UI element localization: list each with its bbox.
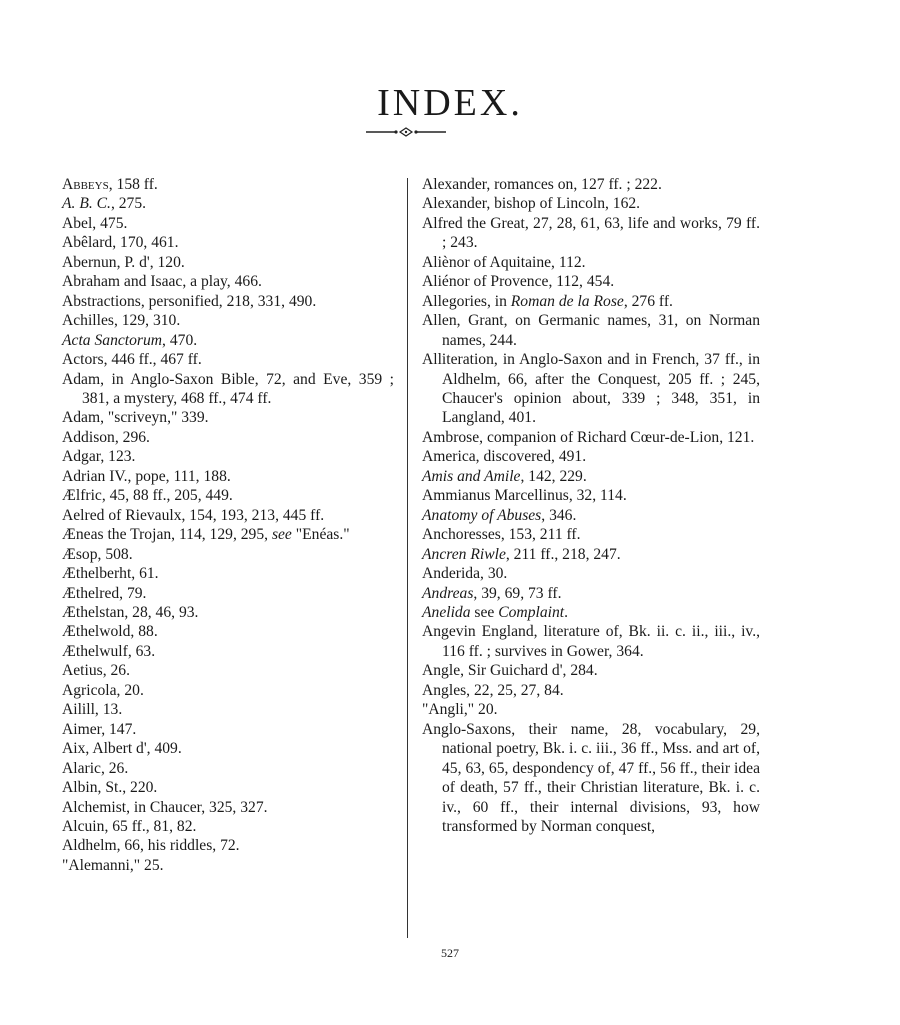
entry-heading: Abbeys — [62, 176, 109, 193]
entry-title-italic: Ancren Riwle — [422, 545, 506, 563]
index-entry — [422, 525, 760, 544]
entry-text: Agricola, 20. — [62, 681, 144, 699]
index-entry — [422, 661, 760, 680]
entry-text: Aliènor of Aquitaine, 112. — [422, 253, 586, 271]
entry-text: , 276 ff. — [623, 292, 673, 310]
entry-text: "Angli," 20. — [422, 701, 498, 719]
entry-title-italic: Acta Sanctorum — [62, 331, 163, 349]
ornament-divider-icon — [366, 126, 446, 138]
index-entry — [62, 603, 394, 622]
entry-text: Anglo-Saxons, their name, 28, vocabulary, 29, national poetry, Bk. i. c. iii., 36 ff., Mss. and art of, 45, 63, 65, despondency of, 47 ff., 56 ff., their idea of death, 57 ff., their Christian literature, Bk. i. c. iv., 60 ff., their internal divisions, 93, how transformed by Norman conquest, — [422, 720, 760, 835]
entry-text: Abêlard, 170, 461. — [62, 234, 179, 252]
entry-text: "Enéas." — [291, 526, 350, 544]
entry-text: Achilles, 129, 310. — [62, 312, 181, 330]
entry-text: Æthelred, 79. — [62, 584, 147, 602]
index-entry — [422, 467, 760, 486]
index-entry — [422, 720, 760, 837]
index-column-left — [62, 175, 394, 875]
entry-text: Aldhelm, 66, his riddles, 72. — [62, 837, 240, 855]
entry-text: , 39, 69, 73 ff. — [473, 584, 562, 602]
entry-text: Aimer, 147. — [62, 720, 137, 738]
index-entry — [62, 564, 394, 583]
index-entry — [62, 759, 394, 778]
entry-text: Abraham and Isaac, a play, 466. — [62, 273, 262, 291]
entry-text: , 211 ff., 218, 247. — [505, 545, 621, 563]
entry-text: Ailill, 13. — [62, 701, 123, 719]
index-entry — [62, 292, 394, 311]
entry-title-italic: Andreas — [422, 584, 474, 602]
index-entry — [62, 467, 394, 486]
entry-text: Abernun, P. d', 120. — [62, 253, 185, 271]
entry-text: Æthelwulf, 63. — [62, 642, 156, 660]
column-divider — [407, 178, 408, 938]
index-entry — [422, 545, 760, 564]
entry-text: see — [470, 603, 499, 621]
entry-title-italic: Anelida — [422, 603, 471, 621]
entry-text: Anchoresses, 153, 211 ff. — [422, 526, 581, 544]
index-entry — [422, 564, 760, 583]
index-entry — [422, 350, 760, 428]
entry-text: Alaric, 26. — [62, 759, 129, 777]
index-entry — [422, 584, 760, 603]
entry-text: Æthelberht, 61. — [62, 565, 159, 583]
index-entry — [62, 233, 394, 252]
index-entry — [62, 661, 394, 680]
index-entry — [62, 700, 394, 719]
page-title: INDEX. — [377, 82, 523, 125]
entry-text: . — [564, 603, 568, 621]
index-entry — [422, 622, 760, 661]
entry-text: Albin, St., 220. — [62, 779, 158, 797]
entry-text: Abstractions, personified, 218, 331, 490. — [62, 292, 317, 310]
entry-text: Angle, Sir Guichard d', 284. — [422, 662, 598, 680]
index-entry — [422, 681, 760, 700]
index-entry — [62, 739, 394, 758]
index-entry — [62, 272, 394, 291]
index-entry — [62, 778, 394, 797]
entry-text: Angevin England, literature of, Bk. ii. c. ii., iii., iv., 116 ff. ; survives in Gower, 364. — [422, 623, 760, 660]
index-entry — [62, 428, 394, 447]
entry-text: Adrian IV., pope, 111, 188. — [62, 467, 231, 485]
index-entry — [422, 603, 760, 622]
entry-text: Allegories, in — [422, 292, 511, 310]
index-entry — [422, 447, 760, 466]
entry-text: , 470. — [162, 331, 198, 349]
index-entry — [422, 700, 760, 719]
index-entry — [422, 175, 760, 194]
index-entry — [62, 720, 394, 739]
entry-text: Ælfric, 45, 88 ff., 205, 449. — [62, 487, 233, 505]
index-entry — [62, 856, 394, 875]
entry-text: Alchemist, in Chaucer, 325, 327. — [62, 798, 268, 816]
index-entry — [422, 428, 760, 447]
entry-text: America, discovered, 491. — [422, 448, 587, 466]
page-number: 527 — [441, 946, 459, 960]
entry-text: , 275. — [110, 195, 147, 213]
index-entry — [62, 447, 394, 466]
index-entry — [422, 214, 760, 253]
entry-title-italic: Anatomy of Abuses — [422, 506, 542, 524]
index-column-right — [422, 175, 760, 836]
index-entry — [62, 486, 394, 505]
index-entry — [62, 331, 394, 350]
entry-text: , 346. — [541, 506, 577, 524]
entry-title-italic: Amis and Amile — [422, 467, 521, 485]
entry-text: Alexander, bishop of Lincoln, 162. — [422, 195, 641, 213]
entry-text: Æthelstan, 28, 46, 93. — [62, 603, 199, 621]
index-entry — [62, 506, 394, 525]
entry-text: Ambrose, companion of Richard Cœur-de-Lion, 121. — [422, 428, 755, 446]
entry-text: Abel, 475. — [62, 214, 128, 232]
index-entry — [62, 253, 394, 272]
index-entry — [62, 175, 394, 194]
index-entry — [62, 584, 394, 603]
index-entry — [422, 506, 760, 525]
index-entry — [62, 836, 394, 855]
index-entry — [422, 272, 760, 291]
entry-text: Æthelwold, 88. — [62, 623, 158, 641]
entry-text: Aelred of Rievaulx, 154, 193, 213, 445 ff. — [62, 506, 325, 524]
entry-text: Alcuin, 65 ff., 81, 82. — [62, 817, 197, 835]
entry-text: Alfred the Great, 27, 28, 61, 63, life and works, 79 ff. ; 243. — [422, 214, 760, 252]
entry-text: Æsop, 508. — [62, 545, 133, 563]
entry-text: Ammianus Marcellinus, 32, 114. — [422, 487, 627, 505]
entry-text: Angles, 22, 25, 27, 84. — [422, 681, 564, 699]
index-entry — [62, 545, 394, 564]
index-entry — [62, 350, 394, 369]
entry-text: Alexander, romances on, 127 ff. ; 222. — [422, 176, 662, 193]
entry-text: Aliénor of Provence, 112, 454. — [422, 273, 615, 291]
index-entry — [422, 292, 760, 311]
entry-title-italic: A. B. C. — [62, 195, 111, 213]
index-entry — [62, 194, 394, 213]
index-entry — [62, 370, 394, 409]
index-entry — [62, 681, 394, 700]
entry-text: Addison, 296. — [62, 428, 150, 446]
entry-text: Adam, "scriveyn," 339. — [62, 409, 209, 427]
entry-text: Alliteration, in Anglo-Saxon and in French, 37 ff., in Aldhelm, 66, after the Conquest, 205 ff. ; 245, Chaucer's opinion about, 339 ; 348, 351, in Langland, 401. — [422, 351, 760, 427]
entry-text: Aetius, 26. — [62, 662, 131, 680]
entry-text: "Alemanni," 25. — [62, 856, 164, 874]
entry-text: Anderida, 30. — [422, 565, 508, 583]
entry-text: , 142, 229. — [520, 467, 587, 485]
entry-text: Allen, Grant, on Germanic names, 31, on Norman names, 244. — [422, 312, 760, 349]
entry-text: Adam, in Anglo-Saxon Bible, 72, and Eve, 359 ; 381, a mystery, 468 ff., 474 ff. — [62, 370, 394, 407]
entry-text: Adgar, 123. — [62, 448, 136, 466]
entry-see-italic: see — [268, 526, 292, 544]
index-entry — [62, 408, 394, 427]
index-entry — [62, 214, 394, 233]
index-entry — [62, 311, 394, 330]
entry-title-italic: Roman de la Rose — [510, 292, 624, 310]
index-entry — [422, 486, 760, 505]
index-entry — [62, 642, 394, 661]
index-entry — [62, 817, 394, 836]
index-entry — [62, 622, 394, 641]
index-entry — [62, 525, 394, 544]
entry-text: Aix, Albert d', 409. — [62, 740, 182, 758]
entry-title-italic: Complaint — [498, 603, 565, 621]
index-entry — [422, 311, 760, 350]
entry-text: , 158 ff. — [108, 176, 158, 193]
index-entry — [422, 253, 760, 272]
index-entry — [62, 798, 394, 817]
entry-text: Actors, 446 ff., 467 ff. — [62, 351, 202, 369]
entry-text: Æneas the Trojan, 114, 129, 295, — [62, 526, 269, 544]
index-entry — [422, 194, 760, 213]
